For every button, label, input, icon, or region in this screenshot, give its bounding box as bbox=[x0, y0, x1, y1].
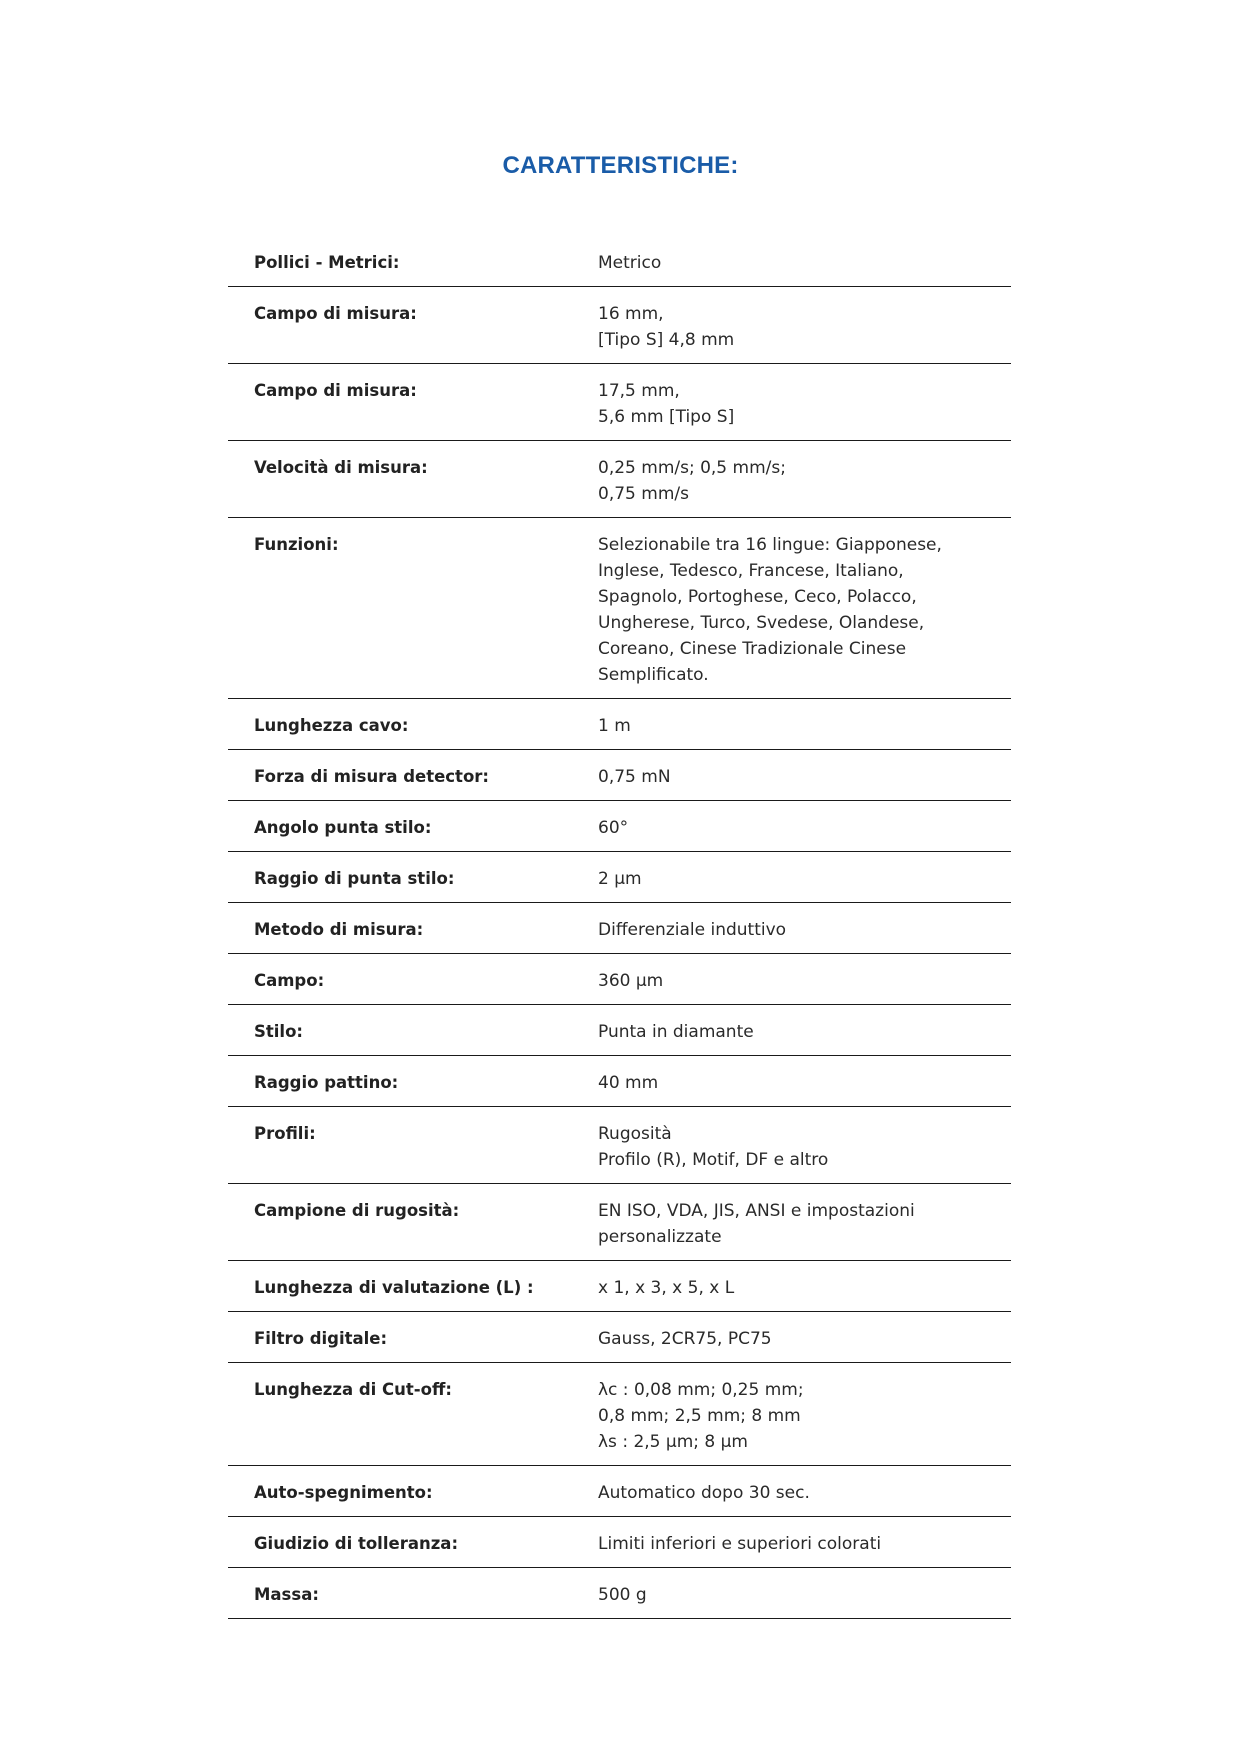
spec-label: Massa: bbox=[254, 1585, 319, 1604]
spec-row bbox=[228, 441, 1011, 518]
spec-row bbox=[228, 287, 1011, 364]
spec-value bbox=[598, 455, 1011, 507]
spec-row bbox=[228, 1056, 1011, 1107]
spec-value-line: Differenziale induttivo bbox=[598, 920, 787, 940]
spec-value-line: personalizzate bbox=[598, 1227, 722, 1247]
spec-value-line: 5,6 mm [Tipo S] bbox=[598, 407, 735, 427]
spec-value bbox=[598, 968, 1011, 994]
spec-value-line: 0,8 mm; 2,5 mm; 8 mm bbox=[598, 1406, 801, 1426]
spec-value-line: Limiti inferiori e superiori colorati bbox=[598, 1534, 882, 1554]
spec-value-line: Metrico bbox=[598, 253, 662, 273]
spec-value-line: Gauss, 2CR75, PC75 bbox=[598, 1329, 772, 1349]
spec-value bbox=[598, 1582, 1011, 1608]
spec-value-line: 16 mm, bbox=[598, 304, 664, 324]
spec-label: Funzioni: bbox=[254, 535, 339, 554]
spec-label: Metodo di misura: bbox=[254, 920, 424, 939]
spec-value-line: 0,75 mN bbox=[598, 767, 671, 787]
spec-row bbox=[228, 236, 1011, 287]
spec-row bbox=[228, 1184, 1011, 1261]
spec-label: Filtro digitale: bbox=[254, 1329, 388, 1348]
spec-value bbox=[598, 713, 1011, 739]
spec-value bbox=[598, 1275, 1011, 1301]
spec-row bbox=[228, 518, 1011, 699]
spec-value-line: 0,25 mm/s; 0,5 mm/s; bbox=[598, 458, 786, 478]
spec-value-line: 500 g bbox=[598, 1585, 647, 1605]
spec-label: Profili: bbox=[254, 1124, 316, 1143]
spec-row bbox=[228, 1261, 1011, 1312]
spec-value-line: 40 mm bbox=[598, 1073, 659, 1093]
spec-value-line: Profilo (R), Motif, DF e altro bbox=[598, 1150, 829, 1170]
spec-label: Lunghezza di valutazione (L) : bbox=[254, 1278, 534, 1297]
spec-value bbox=[598, 1326, 1011, 1352]
spec-label: Angolo punta stilo: bbox=[254, 818, 432, 837]
spec-row bbox=[228, 954, 1011, 1005]
spec-label: Lunghezza cavo: bbox=[254, 716, 409, 735]
spec-value bbox=[598, 1198, 1011, 1250]
spec-label: Raggio pattino: bbox=[254, 1073, 399, 1092]
spec-row bbox=[228, 1005, 1011, 1056]
spec-value bbox=[598, 532, 1011, 688]
spec-value-line: Coreano, Cinese Tradizionale Cinese bbox=[598, 639, 907, 659]
spec-value-line: 60° bbox=[598, 818, 629, 838]
spec-value-line: Semplificato. bbox=[598, 665, 709, 685]
spec-value-line: Selezionabile tra 16 lingue: Giapponese, bbox=[598, 535, 942, 555]
spec-value-line: EN ISO, VDA, JIS, ANSI e impostazioni bbox=[598, 1201, 915, 1221]
spec-value bbox=[598, 1531, 1011, 1557]
spec-label: Velocità di misura: bbox=[254, 458, 428, 477]
spec-label: Campo: bbox=[254, 971, 325, 990]
spec-value-line: 17,5 mm, bbox=[598, 381, 680, 401]
page-title: CARATTERISTICHE: bbox=[502, 152, 739, 179]
spec-value bbox=[598, 1377, 1011, 1455]
spec-row bbox=[228, 750, 1011, 801]
spec-value-line: Automatico dopo 30 sec. bbox=[598, 1483, 810, 1503]
spec-value-line: 2 µm bbox=[598, 869, 642, 889]
spec-value bbox=[598, 815, 1011, 841]
spec-value-line: Spagnolo, Portoghese, Ceco, Polacco, bbox=[598, 587, 917, 607]
spec-label: Giudizio di tolleranza: bbox=[254, 1534, 459, 1553]
spec-row bbox=[228, 903, 1011, 954]
spec-value bbox=[598, 866, 1011, 892]
spec-value-line: λc : 0,08 mm; 0,25 mm; bbox=[598, 1380, 804, 1400]
spec-value bbox=[598, 1070, 1011, 1096]
spec-value bbox=[598, 764, 1011, 790]
spec-value bbox=[598, 917, 1011, 943]
spec-row bbox=[228, 1568, 1011, 1619]
spec-label: Lunghezza di Cut-off: bbox=[254, 1380, 452, 1399]
spec-row bbox=[228, 801, 1011, 852]
spec-row bbox=[228, 1466, 1011, 1517]
spec-value bbox=[598, 250, 1011, 276]
spec-label: Campo di misura: bbox=[254, 304, 417, 323]
spec-label: Stilo: bbox=[254, 1022, 304, 1041]
spec-label: Pollici - Metrici: bbox=[254, 253, 400, 272]
spec-value bbox=[598, 1480, 1011, 1506]
spec-row bbox=[228, 1517, 1011, 1568]
spec-value-line: 0,75 mm/s bbox=[598, 484, 689, 504]
spec-value bbox=[598, 378, 1011, 430]
spec-row bbox=[228, 1107, 1011, 1184]
spec-table bbox=[228, 236, 1011, 1619]
spec-value-line: Ungherese, Turco, Svedese, Olandese, bbox=[598, 613, 925, 633]
spec-value-line: Rugosità bbox=[598, 1124, 672, 1144]
spec-value-line: Inglese, Tedesco, Francese, Italiano, bbox=[598, 561, 904, 581]
spec-label: Campo di misura: bbox=[254, 381, 417, 400]
spec-row bbox=[228, 364, 1011, 441]
spec-value-line: x 1, x 3, x 5, x L bbox=[598, 1278, 735, 1298]
spec-row bbox=[228, 852, 1011, 903]
spec-label: Campione di rugosità: bbox=[254, 1201, 460, 1220]
spec-label: Forza di misura detector: bbox=[254, 767, 490, 786]
spec-value-line: Punta in diamante bbox=[598, 1022, 754, 1042]
spec-row bbox=[228, 699, 1011, 750]
spec-label: Raggio di punta stilo: bbox=[254, 869, 455, 888]
spec-value-line: λs : 2,5 µm; 8 µm bbox=[598, 1432, 748, 1452]
spec-value bbox=[598, 1019, 1011, 1045]
spec-row bbox=[228, 1363, 1011, 1466]
spec-value-line: [Tipo S] 4,8 mm bbox=[598, 330, 735, 350]
spec-label: Auto-spegnimento: bbox=[254, 1483, 433, 1502]
spec-value-line: 360 µm bbox=[598, 971, 664, 991]
spec-row bbox=[228, 1312, 1011, 1363]
spec-value bbox=[598, 1121, 1011, 1173]
spec-value-line: 1 m bbox=[598, 716, 631, 736]
spec-value bbox=[598, 301, 1011, 353]
